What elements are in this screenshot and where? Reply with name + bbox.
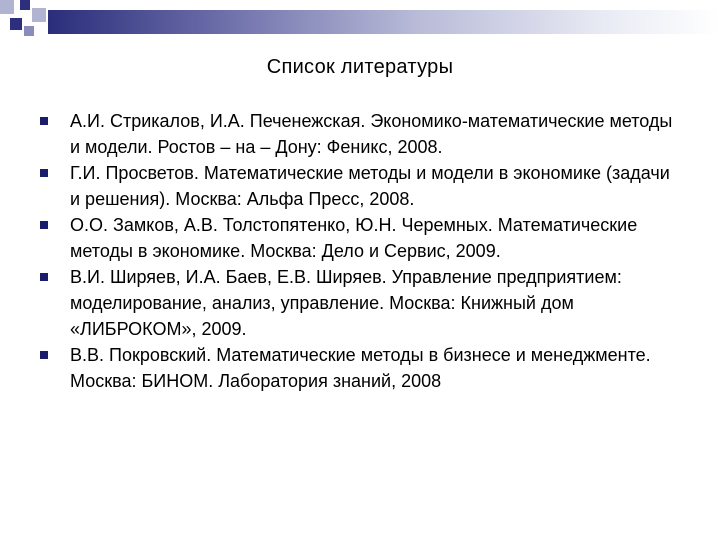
reference-text: В.И. Ширяев, И.А. Баев, Е.В. Ширяев. Управление предприятием: моделирование, анализ, управление. Москва: Книжный дом «ЛИБРОКОМ», 2009. bbox=[70, 267, 622, 339]
reference-item-3 bbox=[40, 212, 680, 264]
reference-text: Г.И. Просветов. Математические методы и модели в экономике (задачи и решения). Москва: Альфа Пресс, 2008. bbox=[70, 163, 670, 209]
reference-text: В.В. Покровский. Математические методы в бизнесе и менеджменте. Москва: БИНОМ. Лаборатория знаний, 2008 bbox=[70, 345, 651, 391]
corner-decoration bbox=[0, 0, 720, 40]
slide-title: Список литературы bbox=[266, 56, 454, 78]
corner-square-light-top bbox=[0, 0, 14, 14]
corner-square-light-mid bbox=[32, 8, 46, 22]
corner-square-dark-top bbox=[20, 0, 30, 10]
square-bullet-icon bbox=[40, 169, 48, 177]
square-bullet-icon bbox=[40, 221, 48, 229]
corner-square-mid bbox=[24, 26, 34, 36]
reference-list bbox=[40, 108, 680, 394]
reference-item-2 bbox=[40, 160, 680, 212]
header-gradient-bar bbox=[48, 10, 720, 34]
square-bullet-icon bbox=[40, 117, 48, 125]
reference-text: А.И. Стрикалов, И.А. Печенежская. Экономико-математические методы и модели. Ростов – на – Дону: Феникс, 2008. bbox=[70, 111, 673, 157]
reference-item-5 bbox=[40, 342, 680, 394]
reference-item-4 bbox=[40, 264, 680, 342]
square-bullet-icon bbox=[40, 351, 48, 359]
square-bullet-icon bbox=[40, 273, 48, 281]
corner-square-dark-mid bbox=[10, 18, 22, 30]
reference-text: О.О. Замков, А.В. Толстопятенко, Ю.Н. Черемных. Математические методы в экономике. Москва: Дело и Сервис, 2009. bbox=[70, 215, 638, 261]
reference-item-1 bbox=[40, 108, 680, 160]
